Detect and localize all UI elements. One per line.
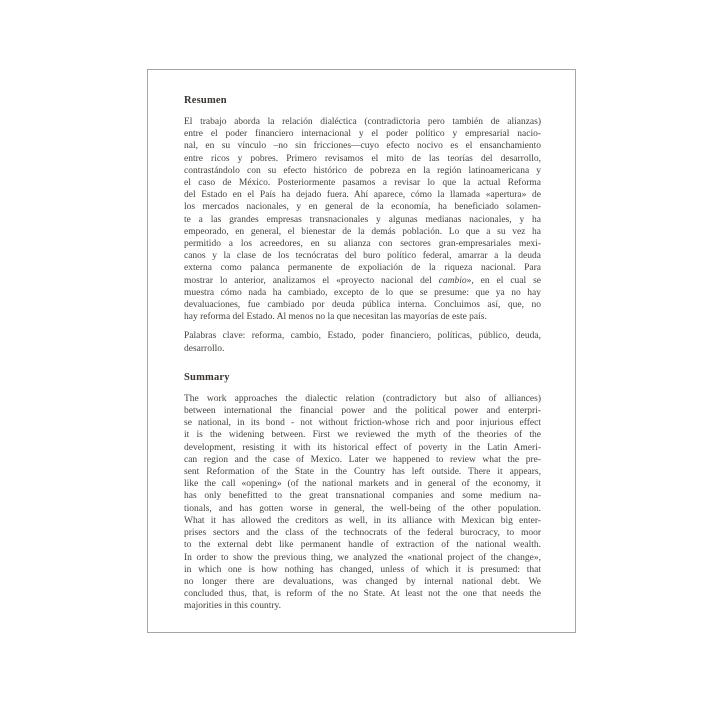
text-line: In order to show the previous thing, we analyzed the «national project of the change», — [184, 552, 541, 563]
text-line: contrastándolo con su efecto histórico de pobreza en la región latinoamericana y — [184, 165, 541, 176]
text-line: in which one is how nothing has changed, unless of which it is presumed: that — [184, 564, 541, 575]
text-line: canos y la clase de los tecnócratas del buro político federal, amarrar a la deuda — [184, 251, 541, 262]
text-line: sent Reformation of the State in the Country has left outside. There it appears, — [184, 467, 541, 478]
text-line: empeorado, en general, el bienestar de la demás población. Lo que a su vez ha — [184, 226, 541, 237]
text-line: entre ricos y pobres. Primero revisamos el mito de las teorías del desarrollo, — [184, 153, 541, 164]
text-line: muestra cómo nada ha cambiado, excepto de lo que se presume: que ya no hay — [184, 287, 541, 298]
text-line: majorities in this country. — [184, 601, 282, 612]
resumen-heading: Resumen — [184, 95, 227, 106]
text-line: devaluaciones, fue cambiado por deuda pública interna. Concluimos así, que, no — [184, 300, 541, 311]
text-line: development, resisting it with its historical effect of poverty in the Latin Ameri- — [184, 442, 541, 453]
text-line: hay reforma del Estado. Al menos no la que necesitan las mayorías de este país. — [184, 312, 487, 323]
text-line: prises sectors and the class of the technocrats of the federal burocracy, to moor — [184, 528, 541, 539]
text-line: externa como palanca permanente de expoliación de la riqueza nacional. Para — [184, 263, 541, 274]
text-line: concluded thus, that, is reform of the no State. At least not the one that needs the — [184, 589, 541, 600]
text-line: What it has allowed the creditors as well, in its alliance with Mexican big enter- — [184, 515, 541, 526]
summary-heading: Summary — [184, 371, 230, 383]
text-line: no longer there are devaluations, was changed by internal national debt. We — [184, 576, 541, 587]
text-line: mostrar lo anterior, analizamos el «proyecto nacional del cambio», en el cual se — [184, 275, 541, 286]
text-line: permitido a los acreedores, en su alianza con sectores gran-empresariales mexi- — [184, 239, 541, 250]
text-line: los mercados nacionales, y en general de la economía, ha beneficiado solamen- — [184, 202, 541, 213]
text-line: can region and the case of Mexico. Later we happened to review what the pre- — [184, 454, 541, 465]
document-page — [147, 69, 576, 633]
text-line: del Estado en el País ha dejado fuera. Ahí aparece, cómo la llamada «apertura» de — [184, 190, 541, 201]
text-line: Palabras clave: reforma, cambio, Estado, poder financiero, políticas, público, deuda, — [184, 331, 541, 342]
text-line: el caso de México. Posteriormente pasamos a revisar lo que la actual Reforma — [184, 178, 541, 189]
summary-paragraph — [184, 393, 541, 613]
resumen-paragraph — [184, 116, 541, 323]
text-line: like the call «opening» (of the national markets and in general of the economy, it — [184, 479, 541, 490]
text-line: se national, in its bond - not without friction-whose rich and poor injurious effect — [184, 418, 541, 429]
page-content — [184, 95, 541, 613]
text-line: te a las grandes empresas transnacionales y algunas medianas nacionales, y ha — [184, 214, 541, 225]
text-line: The work approaches the dialectic relation (contradictory but also of alliances) — [184, 393, 541, 404]
text-line: nal, en su vínculo –no sin fricciones—cuyo efecto nocivo es el ensanchamiento — [184, 141, 541, 152]
text-line: entre el poder financiero internacional y el poder político y empresarial nacio- — [184, 129, 541, 140]
text-line: to the external debt like permanent handle of extraction of the national wealth. — [184, 540, 541, 551]
text-line: it is the widening between. First we reviewed the myth of the theories of the — [184, 430, 541, 441]
keywords-paragraph — [184, 330, 541, 354]
text-line: desarrollo. — [184, 343, 225, 354]
text-line: between international the financial power and the political power and enterpri- — [184, 406, 541, 417]
text-line: El trabajo aborda la relación dialéctica (contradictoria pero también de alianzas) — [184, 117, 541, 127]
text-line: has only benefitted to the great transnational companies and some medium na- — [184, 491, 541, 502]
text-line: tionals, and has gotten worse in general, the well-being of the other population. — [184, 503, 541, 514]
